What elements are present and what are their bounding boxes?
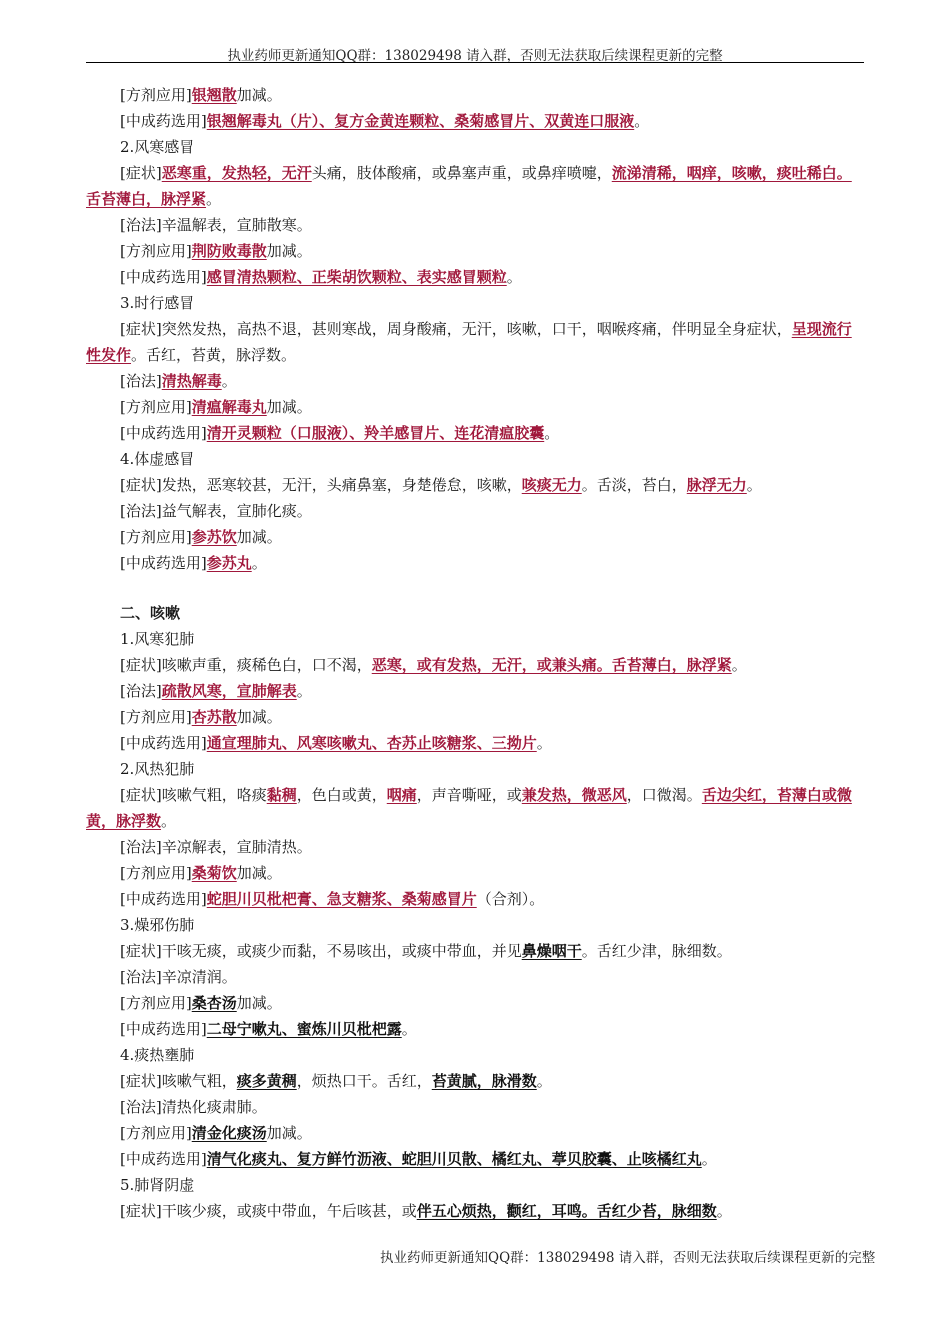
plain-text: [方剂应用]: [120, 864, 192, 882]
text-line: [86, 160, 866, 212]
plain-text: 加减。: [236, 86, 282, 104]
header-divider: [86, 62, 864, 63]
text-line: [86, 730, 866, 756]
plain-text: [方剂应用]: [120, 242, 192, 260]
text-line: [86, 316, 866, 368]
text-line: [86, 756, 866, 782]
text-line: [86, 82, 866, 108]
key-point-red: 荆防败毒散: [191, 242, 267, 260]
plain-text: 3.时行感冒: [120, 294, 195, 312]
plain-text: 。舌淡，苔白，: [581, 476, 687, 494]
plain-text: 。舌红，苔黄，脉浮数。: [131, 346, 297, 364]
text-line: [86, 782, 866, 834]
plain-text: 。: [401, 1020, 417, 1038]
text-line: [86, 678, 866, 704]
plain-text: ，口微渴。: [626, 786, 702, 804]
key-point-red: 疏散风寒，宣肺解表: [161, 682, 297, 700]
plain-text: [方剂应用]: [120, 1124, 192, 1142]
text-line: [86, 1042, 866, 1068]
text-line: [86, 834, 866, 860]
key-point-black: 二母宁嗽丸、蜜炼川贝枇杷露: [206, 1020, 402, 1038]
plain-text: 加减。: [266, 1124, 312, 1142]
plain-text: 。: [221, 372, 237, 390]
key-point-red: 通宣理肺丸、风寒咳嗽丸、杏苏止咳糖浆、三拗片: [206, 734, 537, 752]
text-line: [86, 1172, 866, 1198]
plain-text: [症状]干咳无痰，或痰少而黏，不易咳出，或痰中带血，并见: [120, 942, 522, 960]
key-point-red: 舌边尖红，苔薄白或微黄，脉浮数: [86, 786, 852, 830]
key-point-black: 痰多黄稠: [236, 1072, 297, 1090]
page-header: 执业药师更新通知QQ群：138029498 请入群，否则无法获取后续课程更新的完整: [227, 48, 723, 64]
key-point-red: 咽痛: [386, 786, 417, 804]
text-line: [86, 1198, 866, 1224]
plain-text: [方剂应用]: [120, 528, 192, 546]
plain-text: 。: [536, 734, 552, 752]
plain-text: [治法]清热化痰肃肺。: [120, 1098, 267, 1116]
key-point-black: 鼻燥咽干: [521, 942, 582, 960]
plain-text: 。: [731, 656, 747, 674]
key-point-red: 恶寒重，发热轻，无汗: [161, 164, 312, 182]
plain-text: ，色白或黄，: [296, 786, 387, 804]
plain-text: [中成药选用]: [120, 112, 207, 130]
key-point-red: 流涕清稀，咽痒，咳嗽，痰吐稀白。舌苔薄白，脉浮紧: [86, 164, 852, 208]
text-line: [86, 420, 866, 446]
plain-text: 2.风热犯肺: [120, 760, 195, 778]
plain-text: [中成药选用]: [120, 1020, 207, 1038]
plain-text: 。: [161, 812, 177, 830]
plain-text: [症状]发热，恶寒较甚，无汗，头痛鼻塞，身楚倦怠，咳嗽，: [120, 476, 522, 494]
key-point-red: 清热解毒: [161, 372, 222, 390]
key-point-red: 黏稠: [266, 786, 297, 804]
plain-text: [治法]: [120, 682, 162, 700]
text-line: [86, 550, 866, 576]
key-point-red: 杏苏散: [191, 708, 237, 726]
text-line: [86, 134, 866, 160]
key-point-red: 清瘟解毒丸: [191, 398, 267, 416]
plain-text: 。: [634, 112, 650, 130]
key-point-black: 桑杏汤: [191, 994, 237, 1012]
plain-text: 。: [251, 554, 267, 572]
text-line: [86, 964, 866, 990]
plain-text: 。: [716, 1202, 732, 1220]
key-point-red: 感冒清热颗粒、正柴胡饮颗粒、表实感冒颗粒: [206, 268, 507, 286]
plain-text: [中成药选用]: [120, 268, 207, 286]
text-line: [86, 886, 866, 912]
plain-text: 加减。: [266, 398, 312, 416]
text-line: [86, 264, 866, 290]
plain-text: 5.肺肾阴虚: [120, 1176, 195, 1194]
key-point-red: 兼发热，微恶风: [521, 786, 627, 804]
text-line: [86, 394, 866, 420]
plain-text: [方剂应用]: [120, 708, 192, 726]
plain-text: [治法]辛凉清润。: [120, 968, 237, 986]
plain-text: [治法]: [120, 372, 162, 390]
key-point-red: 桑菊饮: [191, 864, 237, 882]
plain-text: 加减。: [236, 528, 282, 546]
plain-text: 1.风寒犯肺: [120, 630, 195, 648]
text-line: [86, 524, 866, 550]
plain-text: [方剂应用]: [120, 994, 192, 1012]
plain-text: [症状]咳嗽气粗，咯痰: [120, 786, 267, 804]
text-line: [86, 626, 866, 652]
plain-text: [中成药选用]: [120, 1150, 207, 1168]
text-line: [86, 938, 866, 964]
plain-text: 4.体虚感冒: [120, 450, 195, 468]
plain-text: [中成药选用]: [120, 554, 207, 572]
key-point-red: 参苏丸: [206, 554, 252, 572]
key-point-red: 呈现流行性发作: [86, 320, 852, 364]
plain-text: 头痛，肢体酸痛，或鼻塞声重，或鼻痒喷嚏，: [311, 164, 612, 182]
plain-text: 。: [746, 476, 762, 494]
plain-text: 。: [296, 682, 312, 700]
plain-text: [方剂应用]: [120, 86, 192, 104]
plain-text: 。: [544, 424, 560, 442]
text-line: [86, 1016, 866, 1042]
plain-text: 3.燥邪伤肺: [120, 916, 195, 934]
plain-text: 加减。: [266, 242, 312, 260]
text-line: [86, 912, 866, 938]
plain-text: [症状]: [120, 164, 162, 182]
plain-text: ，声音嘶哑，或: [416, 786, 522, 804]
text-line: [86, 1068, 866, 1094]
key-point-red: 清开灵颗粒（口服液）、羚羊感冒片、连花清瘟胶囊: [206, 424, 545, 442]
section-heading: 二、咳嗽: [120, 604, 181, 622]
key-point-red: 银翘解毒丸（片）、复方金黄连颗粒、桑菊感冒片、双黄连口服液: [206, 112, 635, 130]
text-line: [86, 368, 866, 394]
plain-text: 加减。: [236, 994, 282, 1012]
section-gap: [86, 576, 866, 600]
key-point-black: 清气化痰丸、复方鲜竹沥液、蛇胆川贝散、橘红丸、葶贝胶囊、止咳橘红丸: [206, 1150, 702, 1168]
key-point-red: 银翘散: [191, 86, 237, 104]
plain-text: [症状]干咳少痰，或痰中带血，午后咳甚，或: [120, 1202, 417, 1220]
key-point-red: 参苏饮: [191, 528, 237, 546]
plain-text: [中成药选用]: [120, 890, 207, 908]
key-point-black: 苔黄腻，脉滑数: [431, 1072, 537, 1090]
plain-text: [症状]咳嗽气粗，: [120, 1072, 237, 1090]
key-point-red: 脉浮无力: [686, 476, 747, 494]
text-line: [86, 1120, 866, 1146]
page-footer: 执业药师更新通知QQ群：138029498 请入群，否则无法获取后续课程更新的完整: [380, 1250, 876, 1266]
key-point-black: 清金化痰汤: [191, 1124, 267, 1142]
plain-text: [症状]咳嗽声重，痰稀色白，口不渴，: [120, 656, 372, 674]
plain-text: 2.风寒感冒: [120, 138, 195, 156]
key-point-red: 咳痰无力: [521, 476, 582, 494]
plain-text: （合剂）。: [476, 890, 545, 908]
key-point-red: 恶寒，或有发热，无汗，或兼头痛。舌苔薄白，脉浮紧: [371, 656, 732, 674]
plain-text: 。: [506, 268, 522, 286]
key-point-red: 蛇胆川贝枇杷膏、急支糖浆、桑菊感冒片: [206, 890, 477, 908]
plain-text: [方剂应用]: [120, 398, 192, 416]
text-line: [86, 600, 866, 626]
text-line: [86, 290, 866, 316]
key-point-black: 伴五心烦热，颧红，耳鸣。舌红少苔，脉细数: [416, 1202, 717, 1220]
plain-text: [治法]益气解表，宣肺化痰。: [120, 502, 312, 520]
text-line: [86, 1146, 866, 1172]
text-line: [86, 990, 866, 1016]
plain-text: ，烦热口干。舌红，: [296, 1072, 432, 1090]
plain-text: 。: [206, 190, 222, 208]
text-line: [86, 1094, 866, 1120]
text-line: [86, 238, 866, 264]
plain-text: 。: [536, 1072, 552, 1090]
plain-text: 。舌红少津，脉细数。: [581, 942, 732, 960]
text-line: [86, 860, 866, 886]
plain-text: [中成药选用]: [120, 424, 207, 442]
plain-text: [治法]辛温解表，宣肺散寒。: [120, 216, 312, 234]
plain-text: 加减。: [236, 708, 282, 726]
text-line: [86, 446, 866, 472]
text-line: [86, 108, 866, 134]
text-line: [86, 212, 866, 238]
text-line: [86, 498, 866, 524]
plain-text: [中成药选用]: [120, 734, 207, 752]
text-line: [86, 472, 866, 498]
plain-text: 4.痰热壅肺: [120, 1046, 195, 1064]
plain-text: 。: [701, 1150, 717, 1168]
plain-text: 加减。: [236, 864, 282, 882]
plain-text: [治法]辛凉解表，宣肺清热。: [120, 838, 312, 856]
text-line: [86, 704, 866, 730]
text-line: [86, 652, 866, 678]
plain-text: [症状]突然发热，高热不退，甚则寒战，周身酸痛，无汗，咳嗽，口干，咽喉疼痛，伴明显全身症状，: [120, 320, 792, 338]
document-body: [86, 82, 866, 1224]
